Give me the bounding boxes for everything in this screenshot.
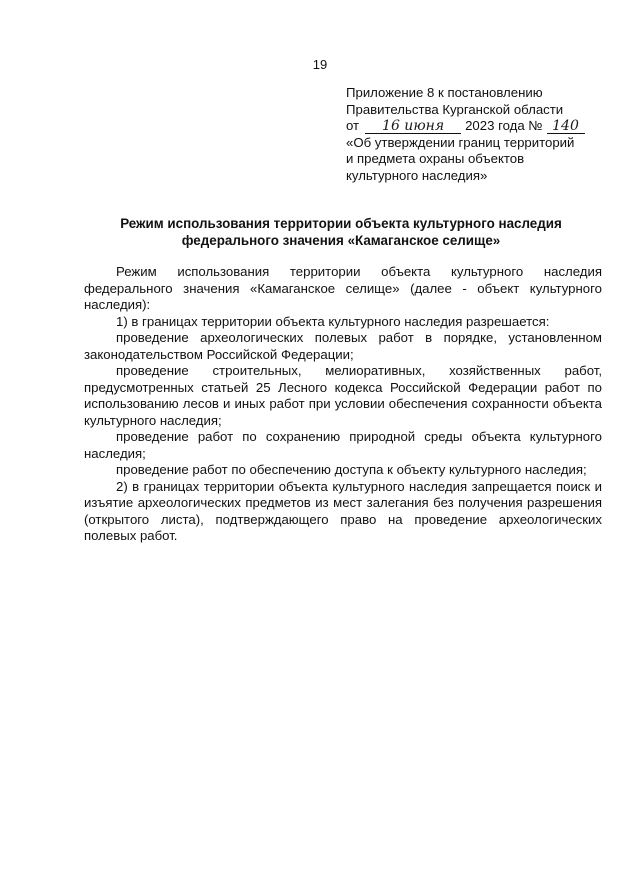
page-number: 19: [312, 57, 328, 72]
body-paragraph: 1) в границах территории объекта культурного наследия разрешается:: [116, 313, 550, 329]
document-title: [80, 216, 602, 249]
body-paragraph: проведение строительных, мелиоративных, хозяйственных работ, предусмотренных статьей 25 Лесного кодекса Российской Федерации работ по использованию лесов и иных работ при условии обеспечения сохранности объекта культурного наследия;: [84, 363, 602, 428]
handwritten-date: 16 июня: [365, 119, 461, 134]
title-line-2: федерального значения «Камаганское селище»: [181, 232, 501, 248]
body-paragraph: проведение работ по сохранению природной среды объекта культурного наследия;: [84, 429, 602, 461]
title-line-1: Режим использования территории объекта культурного наследия: [120, 216, 562, 231]
date-prefix: от: [346, 118, 360, 133]
appendix-line-4: «Об утверждении границ территорий: [346, 134, 575, 150]
handwritten-number: 140: [547, 119, 585, 134]
year-text: 2023 года №: [465, 118, 543, 133]
body-paragraph: проведение работ по обеспечению доступа к объекту культурного наследия;: [116, 462, 587, 477]
body-paragraph: 2) в границах территории объекта культурного наследия запрещается поиск и изъятие археологических предметов из мест залегания без получения разрешения (открытого листа), подтверждающего право на проведение археологических полевых работ.: [84, 478, 602, 543]
appendix-date-line: [346, 118, 608, 135]
appendix-line-1: Приложение 8 к постановлению: [346, 85, 543, 100]
appendix-line-6: культурного наследия»: [346, 167, 488, 183]
body-paragraph: Режим использования территории объекта культурного наследия федерального значения «Камаганское селище» (далее - объект культурного наследия):: [84, 264, 602, 312]
document-body: [84, 264, 602, 545]
appendix-line-2: Правительства Курганской области: [346, 101, 564, 117]
body-paragraph: проведение археологических полевых работ в порядке, установленном законодательством Российской Федерации;: [84, 330, 602, 362]
appendix-header: [346, 85, 608, 184]
appendix-line-5: и предмета охраны объектов: [346, 151, 525, 166]
